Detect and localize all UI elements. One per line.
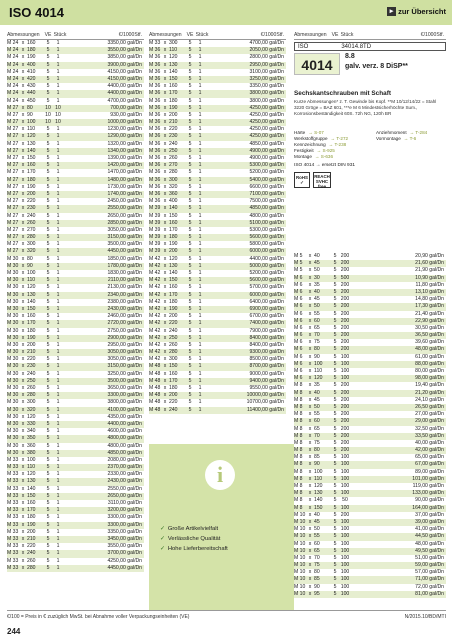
table-row: M 39 x 170 5 1 5300,00 gal/Dn bbox=[149, 226, 284, 233]
table-row: M 33 x 260 5 1 4250,00 gal/Dn bbox=[7, 557, 142, 564]
table-row: M 27 x 220 5 1 2450,00 gal/Dn bbox=[7, 198, 142, 205]
table-row: M 30 x 300 5 1 3800,00 gal/Dn bbox=[7, 399, 142, 406]
article-number-box bbox=[294, 42, 446, 51]
arrow-right-icon: ▸ bbox=[387, 7, 396, 16]
table-row: M 39 x 180 5 1 5600,00 gal/Dn bbox=[149, 234, 284, 241]
table-row: M 33 x 190 5 1 3300,00 gal/Dn bbox=[7, 521, 142, 528]
table-row: M 27 x 190 5 1 1730,00 gal/Dn bbox=[7, 183, 142, 190]
table-row: M 27 x 270 5 1 3050,00 gal/Dn bbox=[7, 226, 142, 233]
table-row: M 24 x 420 5 1 4150,00 gal/Dn bbox=[7, 75, 142, 82]
table-row: M 33 x 170 5 1 3200,00 gal/Dn bbox=[7, 507, 142, 514]
table-row: M 30 x 120 5 1 2130,00 gal/Dn bbox=[7, 284, 142, 291]
table-row: M 36 x 240 5 1 4850,00 gal/Dn bbox=[149, 140, 284, 147]
table-header: Abmessungen VE Stück €/1000Stf. bbox=[294, 32, 444, 38]
table-row: M 27 x 160 5 1 1420,00 gal/Dn bbox=[7, 162, 142, 169]
feature-item: ✓ Große Artikelvielfalt bbox=[160, 526, 219, 532]
feature-item: ✓ Hohe Lieferbereitschaft bbox=[160, 546, 228, 552]
table-row: M 8 x 130 5 100 133,00 gal/Dn bbox=[294, 490, 444, 497]
property-item[interactable]: Werkstoffgruppe → T-272 bbox=[294, 136, 349, 141]
feature-item: ✓ Verlässliche Qualität bbox=[160, 536, 221, 542]
table-row: M 5 x 50 5 200 21,90 gal/Dn bbox=[294, 267, 444, 274]
table-row: M 30 x 160 5 1 2460,00 gal/Dn bbox=[7, 313, 142, 320]
property-item[interactable]: Härte → S-07 bbox=[294, 130, 324, 135]
property-item[interactable]: Montage → S-636 bbox=[294, 154, 334, 159]
table-row: M 8 x 70 5 200 33,50 gal/Dn bbox=[294, 432, 444, 439]
strength-grade: 8.8 bbox=[345, 53, 355, 60]
table-row: M 36 x 190 5 1 4250,00 gal/Dn bbox=[149, 104, 284, 111]
table-row: M 39 x 140 5 1 4850,00 gal/Dn bbox=[149, 205, 284, 212]
table-row: M 6 x 120 5 100 98,00 gal/Dn bbox=[294, 375, 444, 382]
table-row: M 42 x 180 5 1 6400,00 gal/Dn bbox=[149, 298, 284, 305]
table-row: M 36 x 120 5 1 2800,00 gal/Dn bbox=[149, 54, 284, 61]
feature-list bbox=[160, 524, 228, 554]
property-item[interactable]: Anziehmoment → T-284 bbox=[376, 130, 428, 135]
table-row: M 30 x 220 5 1 3050,00 gal/Dn bbox=[7, 356, 142, 363]
table-row: M 30 x 260 5 1 3650,00 gal/Dn bbox=[7, 385, 142, 391]
product-description: Kurze Abmessungen* z. T. Gewinde bis Kopf. **M 10/12/14/22 = Stahl 3220 Gröge = BAZ 601, ***e M 6 Mindestsicherhöchte Sum., Korrosionsbeständigkeit 60S. 72h NG, 120h BR bbox=[294, 99, 437, 116]
table-row: M 30 x 320 5 1 4100,00 gal/Dn bbox=[7, 406, 142, 413]
table-row: M 8 x 140 5 50 90,00 gal/Dn bbox=[294, 497, 444, 504]
table-row: M 30 x 110 5 1 2110,00 gal/Dn bbox=[7, 277, 142, 284]
table-row: M 48 x 220 5 1 10700,00 gal/Dn bbox=[149, 399, 284, 406]
table-row: M 6 x 40 5 200 13,10 gal/Dn bbox=[294, 288, 444, 295]
table-row: M 27 x 200 5 1 1740,00 gal/Dn bbox=[7, 190, 142, 197]
table-row: M 27 x 260 5 1 2850,00 gal/Dn bbox=[7, 219, 142, 226]
table-row: M 30 x 380 5 1 4850,00 gal/Dn bbox=[7, 449, 142, 456]
table-row: M 6 x 90 5 100 61,00 gal/Dn bbox=[294, 353, 444, 360]
table-header: Abmessungen VE Stück €/1000Stf. bbox=[149, 32, 284, 38]
table-row: M 27 x 100 10 10 1000,00 gal/Dn bbox=[7, 119, 142, 126]
table-row: M 33 x 110 5 1 2370,00 gal/Dn bbox=[7, 464, 142, 471]
table-row: M 27 x 230 5 1 2550,00 gal/Dn bbox=[7, 205, 142, 212]
table-row: M 48 x 170 5 1 9400,00 gal/Dn bbox=[149, 377, 284, 384]
page-number: 244 bbox=[7, 627, 21, 636]
table-row: M 30 x 140 5 1 2380,00 gal/Dn bbox=[7, 298, 142, 305]
table-row: M 24 x 160 5 1 3350,00 gal/Dn bbox=[7, 40, 142, 46]
property-item[interactable]: Festigkeit → S-925 bbox=[294, 148, 335, 153]
table-row: M 30 x 250 5 1 3500,00 gal/Dn bbox=[7, 377, 142, 384]
table-row: M 36 x 230 5 1 4250,00 gal/Dn bbox=[149, 133, 284, 140]
table-row: M 24 x 410 5 1 4150,00 gal/Dn bbox=[7, 68, 142, 75]
reach-badge: REACH SVHC free bbox=[314, 174, 330, 189]
table-row: M 30 x 90 5 1 1780,00 gal/Dn bbox=[7, 262, 142, 269]
table-row: M 30 x 180 5 1 2750,00 gal/Dn bbox=[7, 327, 142, 334]
price-table-middle bbox=[149, 32, 286, 414]
table-row: M 10 x 80 5 100 57,00 gal/Dn bbox=[294, 569, 444, 576]
check-icon: ✓ bbox=[160, 526, 165, 532]
property-item[interactable]: Vormontage → T-6 bbox=[376, 136, 417, 141]
table-row: M 10 x 65 5 100 49,50 gal/Dn bbox=[294, 547, 444, 554]
table-row: M 30 x 360 5 1 4800,00 gal/Dn bbox=[7, 442, 142, 449]
table-row: M 48 x 200 5 1 10000,00 gal/Dn bbox=[149, 392, 284, 399]
table-row: M 27 x 170 5 1 1470,00 gal/Dn bbox=[7, 169, 142, 176]
table-row: M 27 x 180 5 1 1480,00 gal/Dn bbox=[7, 176, 142, 183]
footer-note: €/100 = Preis in € zuzüglich MwSt. bei Abnahme voller Verpackungseinheiten (VE) bbox=[7, 614, 190, 620]
table-row: M 10 x 75 5 100 59,00 gal/Dn bbox=[294, 562, 444, 569]
table-row: M 42 x 200 5 1 6700,00 gal/Dn bbox=[149, 313, 284, 320]
table-row: M 42 x 120 5 1 4400,00 gal/Dn bbox=[149, 255, 284, 262]
table-row: M 30 x 330 5 1 4400,00 gal/Dn bbox=[7, 420, 142, 427]
table-row: M 33 x 200 5 1 3350,00 gal/Dn bbox=[7, 528, 142, 535]
product-title: Sechskantschrauben mit Schaft bbox=[294, 90, 391, 97]
table-row: M 30 x 80 5 1 1850,00 gal/Dn bbox=[7, 255, 142, 262]
table-row: M 48 x 180 5 1 9550,00 gal/Dn bbox=[149, 385, 284, 391]
table-row: M 6 x 65 5 200 30,50 gal/Dn bbox=[294, 324, 444, 331]
page-title: ISO 4014 bbox=[9, 5, 64, 20]
table-row: M 36 x 150 5 1 3250,00 gal/Dn bbox=[149, 75, 284, 82]
table-row: M 5 x 45 5 200 21,60 gal/Dn bbox=[294, 260, 444, 267]
table-row: M 30 x 120 5 1 4350,00 gal/Dn bbox=[7, 413, 142, 420]
table-row: M 36 x 220 5 1 4250,00 gal/Dn bbox=[149, 126, 284, 133]
table-row: M 24 x 190 5 1 3850,00 gal/Dn bbox=[7, 54, 142, 61]
table-row: M 8 x 150 5 100 164,00 gal/Dn bbox=[294, 504, 444, 511]
table-row: M 5 x 40 5 200 20,90 gal/Dn bbox=[294, 253, 444, 259]
table-row: M 42 x 280 5 1 9300,00 gal/Dn bbox=[149, 349, 284, 356]
table-row: M 27 x 120 5 1 1290,00 gal/Dn bbox=[7, 133, 142, 140]
table-row: M 36 x 140 5 1 3100,00 gal/Dn bbox=[149, 68, 284, 75]
table-row: M 33 x 120 5 1 2330,00 gal/Dn bbox=[7, 471, 142, 478]
table-row: M 36 x 300 5 1 5400,00 gal/Dn bbox=[149, 176, 284, 183]
table-row: M 8 x 110 5 100 101,00 gal/Dn bbox=[294, 475, 444, 482]
table-row: M 30 x 210 5 1 3050,00 gal/Dn bbox=[7, 349, 142, 356]
table-row: M 33 x 130 5 1 2430,00 gal/Dn bbox=[7, 478, 142, 485]
check-icon: ✓ bbox=[160, 546, 165, 552]
table-row: M 27 x 130 5 1 1320,00 gal/Dn bbox=[7, 140, 142, 147]
table-row: M 48 x 160 5 1 9000,00 gal/Dn bbox=[149, 370, 284, 377]
table-row: M 33 x 300 5 1 4700,00 gal/Dn bbox=[149, 40, 284, 46]
table-row: M 30 x 280 5 1 3300,00 gal/Dn bbox=[7, 392, 142, 399]
table-row: M 36 x 280 5 1 5200,00 gal/Dn bbox=[149, 169, 284, 176]
table-row: M 30 x 200 5 1 2950,00 gal/Dn bbox=[7, 341, 142, 348]
table-row: M 33 x 140 5 1 2550,00 gal/Dn bbox=[7, 485, 142, 492]
table-row: M 39 x 150 5 1 4800,00 gal/Dn bbox=[149, 212, 284, 219]
table-row: M 8 x 40 5 200 21,20 gal/Dn bbox=[294, 389, 444, 396]
page-header bbox=[0, 0, 452, 25]
table-row: M 33 x 210 5 1 3450,00 gal/Dn bbox=[7, 535, 142, 542]
table-row: M 30 x 240 5 1 3250,00 gal/Dn bbox=[7, 370, 142, 377]
table-row: M 24 x 450 5 1 4700,00 gal/Dn bbox=[7, 97, 142, 104]
table-row: M 42 x 260 5 1 8400,00 gal/Dn bbox=[149, 341, 284, 348]
table-row: M 24 x 400 5 1 3900,00 gal/Dn bbox=[7, 61, 142, 68]
table-row: M 10 x 85 5 100 71,00 gal/Dn bbox=[294, 576, 444, 583]
table-row: M 6 x 75 5 200 39,60 gal/Dn bbox=[294, 339, 444, 346]
table-row: M 36 x 170 5 1 3800,00 gal/Dn bbox=[149, 90, 284, 97]
table-row: M 30 x 100 5 1 1830,00 gal/Dn bbox=[7, 270, 142, 276]
table-row: M 8 x 85 5 100 65,00 gal/Dn bbox=[294, 454, 444, 461]
table-row: M 27 x 150 5 1 1390,00 gal/Dn bbox=[7, 155, 142, 161]
table-row: M 27 x 240 5 1 2650,00 gal/Dn bbox=[7, 212, 142, 219]
table-row: M 42 x 160 5 1 5700,00 gal/Dn bbox=[149, 284, 284, 291]
table-row: M 36 x 110 5 1 2050,00 gal/Dn bbox=[149, 47, 284, 54]
table-row: M 36 x 250 5 1 4900,00 gal/Dn bbox=[149, 147, 284, 154]
table-row: M 24 x 440 5 1 4400,00 gal/Dn bbox=[7, 90, 142, 97]
table-row: M 33 x 220 5 1 3550,00 gal/Dn bbox=[7, 543, 142, 550]
table-row: M 33 x 240 5 1 3700,00 gal/Dn bbox=[7, 550, 142, 557]
table-row: M 8 x 90 5 100 67,00 gal/Dn bbox=[294, 461, 444, 468]
table-row: M 36 x 260 5 1 4900,00 gal/Dn bbox=[149, 155, 284, 161]
info-icon: i bbox=[205, 460, 235, 490]
table-row: M 6 x 35 5 200 11,80 gal/Dn bbox=[294, 281, 444, 288]
table-row: M 6 x 60 5 200 22,90 gal/Dn bbox=[294, 317, 444, 324]
table-row: M 36 x 360 5 1 7100,00 gal/Dn bbox=[149, 190, 284, 197]
table-row: M 24 x 430 5 1 4400,00 gal/Dn bbox=[7, 83, 142, 90]
table-row: M 27 x 80 10 10 700,00 gal/Dn bbox=[7, 104, 142, 111]
table-row: M 8 x 55 5 200 27,00 gal/Dn bbox=[294, 411, 444, 418]
table-row: M 8 x 60 5 200 29,00 gal/Dn bbox=[294, 418, 444, 425]
table-row: M 42 x 150 5 1 5600,00 gal/Dn bbox=[149, 277, 284, 284]
table-row: M 10 x 90 5 100 72,00 gal/Dn bbox=[294, 583, 444, 590]
table-row: M 6 x 55 5 200 21,40 gal/Dn bbox=[294, 310, 444, 317]
table-header: Abmessungen VE Stück €/1000Stf. bbox=[7, 32, 142, 38]
table-row: M 36 x 180 5 1 3800,00 gal/Dn bbox=[149, 97, 284, 104]
table-row: M 42 x 130 5 1 5000,00 gal/Dn bbox=[149, 262, 284, 269]
table-row: M 36 x 160 5 1 3350,00 gal/Dn bbox=[149, 83, 284, 90]
table-row: M 6 x 100 5 100 88,00 gal/Dn bbox=[294, 360, 444, 367]
table-row: M 42 x 240 5 1 7900,00 gal/Dn bbox=[149, 327, 284, 334]
table-row: M 42 x 190 5 1 6900,00 gal/Dn bbox=[149, 305, 284, 312]
table-row: M 27 x 90 10 10 930,00 gal/Dn bbox=[7, 111, 142, 118]
table-row: M 8 x 50 5 200 26,50 gal/Dn bbox=[294, 403, 444, 410]
finish-label: galv. verz. 8 DiSP** bbox=[345, 63, 408, 70]
table-row: M 27 x 320 5 1 4450,00 gal/Dn bbox=[7, 248, 142, 255]
table-row: M 27 x 280 5 1 3150,00 gal/Dn bbox=[7, 234, 142, 241]
iso-label: ISO bbox=[298, 43, 309, 50]
table-row: M 30 x 190 5 1 2900,00 gal/Dn bbox=[7, 334, 142, 341]
overview-link[interactable] bbox=[387, 7, 446, 16]
table-row: M 39 x 190 5 1 5800,00 gal/Dn bbox=[149, 241, 284, 248]
table-row: M 8 x 45 5 200 24,10 gal/Dn bbox=[294, 396, 444, 403]
table-row: M 8 x 35 5 200 19,40 gal/Dn bbox=[294, 382, 444, 389]
table-row: M 27 x 110 5 1 1230,00 gal/Dn bbox=[7, 126, 142, 133]
check-icon: ✓ bbox=[160, 536, 165, 542]
table-row: M 6 x 45 5 200 14,80 gal/Dn bbox=[294, 296, 444, 303]
table-row: M 30 x 230 5 1 3150,00 gal/Dn bbox=[7, 363, 142, 370]
table-row: M 30 x 150 5 1 2430,00 gal/Dn bbox=[7, 305, 142, 312]
table-row: M 33 x 150 5 1 2650,00 gal/Dn bbox=[7, 492, 142, 499]
table-row: M 33 x 100 5 1 2080,00 gal/Dn bbox=[7, 456, 142, 463]
table-row: M 36 x 270 5 1 5300,00 gal/Dn bbox=[149, 162, 284, 169]
table-row: M 10 x 40 5 200 37,00 gal/Dn bbox=[294, 511, 444, 518]
table-row: M 6 x 50 5 200 17,30 gal/Dn bbox=[294, 303, 444, 310]
table-row: M 36 x 130 5 1 2950,00 gal/Dn bbox=[149, 61, 284, 68]
table-row: M 30 x 350 5 1 4800,00 gal/Dn bbox=[7, 435, 142, 442]
table-row: M 27 x 300 5 1 3500,00 gal/Dn bbox=[7, 241, 142, 248]
table-row: M 10 x 55 5 100 44,50 gal/Dn bbox=[294, 533, 444, 540]
table-row: M 33 x 280 5 1 4450,00 gal/Dn bbox=[7, 564, 142, 571]
footer-reference: N/2015.10/BD/MTI bbox=[404, 614, 446, 620]
table-row: M 30 x 130 5 1 2340,00 gal/Dn bbox=[7, 291, 142, 298]
replacement-note: ISO 4014 → ersetzt DIN 931 bbox=[294, 163, 356, 168]
table-row: M 8 x 100 5 100 89,00 gal/Dn bbox=[294, 468, 444, 475]
table-row: M 6 x 80 5 200 48,00 gal/Dn bbox=[294, 346, 444, 353]
table-row: M 33 x 180 5 1 3300,00 gal/Dn bbox=[7, 514, 142, 521]
table-row: M 42 x 220 5 1 7400,00 gal/Dn bbox=[149, 320, 284, 327]
price-table-left bbox=[7, 32, 144, 572]
property-item[interactable]: Kennzeichnung → T-238 bbox=[294, 142, 347, 147]
table-row: M 8 x 80 5 200 42,00 gal/Dn bbox=[294, 447, 444, 454]
table-row: M 36 x 200 5 1 4250,00 gal/Dn bbox=[149, 111, 284, 118]
table-row: M 6 x 30 5 500 10,90 gal/Dn bbox=[294, 274, 444, 281]
table-row: M 8 x 120 5 100 119,00 gal/Dn bbox=[294, 483, 444, 489]
footer-divider bbox=[7, 610, 446, 611]
table-row: M 10 x 45 5 100 39,00 gal/Dn bbox=[294, 518, 444, 525]
table-row: M 6 x 70 5 200 36,50 gal/Dn bbox=[294, 332, 444, 339]
table-row: M 42 x 250 5 1 8400,00 gal/Dn bbox=[149, 334, 284, 341]
table-row: M 30 x 170 5 1 2720,00 gal/Dn bbox=[7, 320, 142, 327]
rohs-badge: RoHS ✓ bbox=[294, 172, 310, 188]
table-row: M 42 x 140 5 1 5200,00 gal/Dn bbox=[149, 270, 284, 276]
table-row: M 10 x 70 5 100 51,00 gal/Dn bbox=[294, 554, 444, 561]
table-row: M 48 x 150 5 1 8700,00 gal/Dn bbox=[149, 363, 284, 370]
table-row: M 36 x 400 5 1 7500,00 gal/Dn bbox=[149, 198, 284, 205]
product-norm-number: 4014 bbox=[294, 53, 340, 75]
table-row: M 39 x 160 5 1 5100,00 gal/Dn bbox=[149, 219, 284, 226]
overview-link-label: zur Übersicht bbox=[398, 7, 446, 16]
table-row: M 33 x 160 5 1 3110,00 gal/Dn bbox=[7, 500, 142, 506]
table-row: M 36 x 210 5 1 4250,00 gal/Dn bbox=[149, 119, 284, 126]
table-row: M 24 x 180 5 1 3550,00 gal/Dn bbox=[7, 47, 142, 54]
table-row: M 39 x 200 5 1 6000,00 gal/Dn bbox=[149, 248, 284, 255]
table-row: M 27 x 140 5 1 1340,00 gal/Dn bbox=[7, 147, 142, 154]
table-row: M 36 x 320 5 1 6600,00 gal/Dn bbox=[149, 183, 284, 190]
table-row: M 8 x 65 5 200 32,50 gal/Dn bbox=[294, 425, 444, 432]
table-row: M 42 x 170 5 1 6000,00 gal/Dn bbox=[149, 291, 284, 298]
table-row: M 6 x 110 5 100 80,00 gal/Dn bbox=[294, 368, 444, 374]
table-row: M 10 x 60 5 100 48,00 gal/Dn bbox=[294, 540, 444, 547]
table-row: M 10 x 95 5 100 81,00 gal/Dn bbox=[294, 590, 444, 597]
table-row: M 10 x 50 5 100 41,00 gal/Dn bbox=[294, 526, 444, 533]
article-number: 34014.8TD bbox=[341, 43, 372, 50]
table-row: M 30 x 340 5 1 4600,00 gal/Dn bbox=[7, 428, 142, 435]
table-row: M 42 x 300 5 1 8500,00 gal/Dn bbox=[149, 356, 284, 363]
table-row: M 8 x 75 5 200 40,00 gal/Dn bbox=[294, 439, 444, 446]
table-row: M 48 x 240 5 1 11400,00 gal/Dn bbox=[149, 406, 284, 413]
